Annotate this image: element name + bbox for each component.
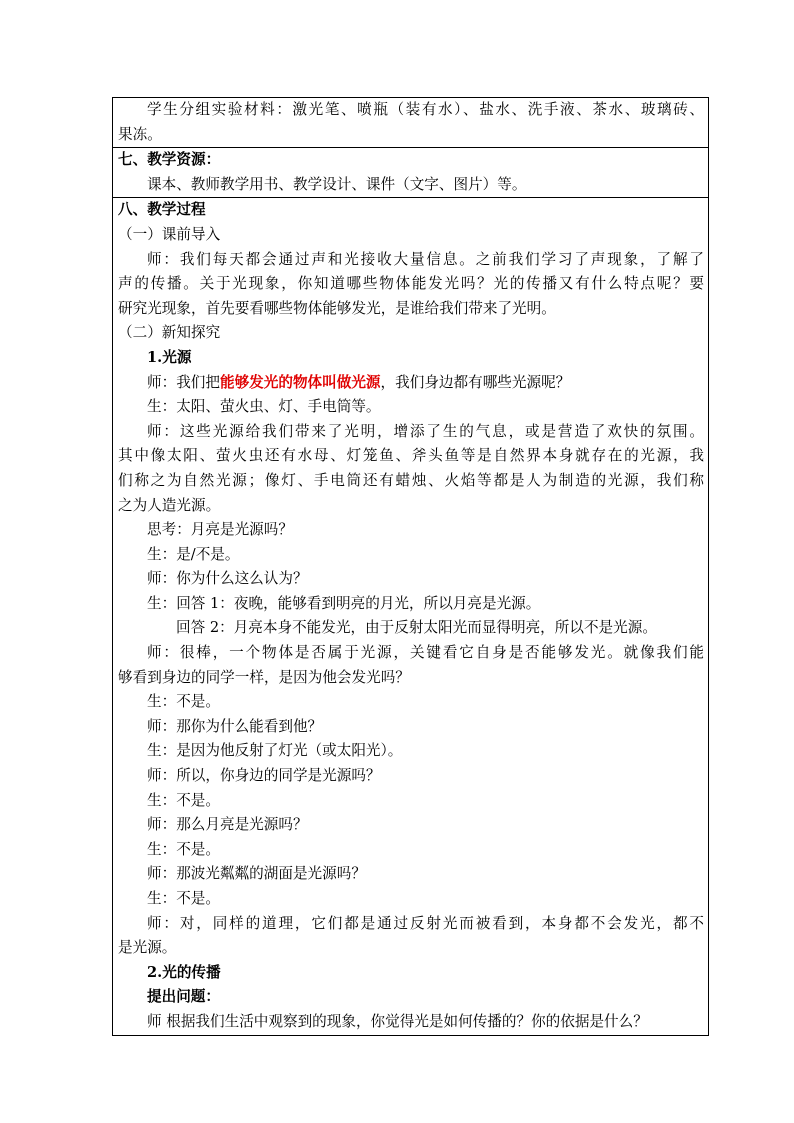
paragraph-line: 其中像太阳、萤火虫还有水母、灯笼鱼、斧头鱼等是自然界本身就存在的光源，我 — [118, 447, 704, 465]
definition-line — [118, 371, 704, 396]
resources-text: 课本、教师教学用书、教学设计、课件（文字、图片）等。 — [147, 175, 527, 193]
dialog-line: 生：不是。 — [147, 840, 220, 858]
definition-suffix: ，我们身边都有哪些光源呢？ — [380, 373, 571, 391]
paragraph-line: 师：对，同样的道理，它们都是通过反射光而被看到，本身都不会发光，都不 — [147, 914, 704, 932]
lesson-plan-table — [112, 97, 709, 1036]
dialog-line: 生：是/不是。 — [147, 545, 240, 563]
paragraph-line: 声的传播。关于光现象，你知道哪些物体能发光吗？光的传播又有什么特点呢？要 — [118, 275, 704, 293]
resources-row — [113, 148, 709, 198]
dialog-line: 生：太阳、萤火虫、灯、手电筒等。 — [147, 398, 381, 416]
process-heading: 八、教学过程 — [118, 201, 206, 219]
dialog-line: 师：你为什么这么认为？ — [147, 570, 308, 588]
subsection-heading: （二）新知探究 — [118, 324, 221, 342]
paragraph-line: 师：很棒，一个物体是否属于光源，关键看它自身是否能够发光。就像我们能 — [147, 644, 704, 662]
resources-cell — [113, 148, 709, 198]
materials-row — [113, 98, 709, 148]
process-row — [113, 198, 709, 1035]
dialog-line: 师：那么月亮是光源吗？ — [147, 816, 308, 834]
question-heading: 提出问题： — [147, 988, 220, 1006]
subsection-heading: （一）课前导入 — [118, 225, 221, 243]
dialog-line: 回答 2：月亮本身不能发光，由于反射太阳光而显得明亮，所以不是光源。 — [176, 619, 657, 637]
paragraph-line: 师：这些光源给我们带来了光明，增添了生的气息，或是营造了欢快的氛围。 — [147, 422, 704, 440]
resources-heading: 七、教学资源： — [118, 151, 221, 169]
process-cell — [113, 198, 709, 1035]
dialog-line: 生：回答 1：夜晚，能够看到明亮的月光，所以月亮是光源。 — [147, 594, 541, 612]
question-line: 师 根据我们生活中观察到的现象，你觉得光是如何传播的？你的依据是什么？ — [147, 1012, 648, 1030]
paragraph-line: 们称之为自然光源；像灯、手电筒还有蜡烛、火焰等都是人为制造的光源，我们称 — [118, 471, 704, 489]
materials-cell — [113, 98, 709, 148]
materials-line: 学生分组实验材料：激光笔、喷瓶（装有水）、盐水、洗手液、茶水、玻璃砖、 — [147, 101, 704, 118]
dialog-line: 思考：月亮是光源吗？ — [147, 521, 293, 539]
section-title: 1.光源 — [147, 348, 192, 366]
materials-line: 果冻。 — [118, 125, 162, 143]
definition-highlight: 能够发光的物体叫做光源 — [219, 373, 381, 391]
paragraph-line: 是光源。 — [118, 939, 177, 957]
paragraph-line: 师：我们每天都会通过声和光接收大量信息。之前我们学习了声现象，了解了 — [147, 250, 704, 268]
dialog-line: 师：那波光粼粼的湖面是光源吗？ — [147, 865, 366, 883]
dialog-line: 师：所以，你身边的同学是光源吗？ — [147, 767, 381, 785]
paragraph-line: 研究光现象，首先要看哪些物体能够发光，是谁给我们带来了光明。 — [118, 299, 556, 317]
paragraph-line: 够看到身边的同学一样，是因为他会发光吗？ — [118, 668, 410, 686]
definition-prefix: 师：我们把 — [147, 373, 220, 391]
section-title: 2.光的传播 — [147, 963, 221, 981]
dialog-line: 生：不是。 — [147, 791, 220, 809]
dialog-line: 生：不是。 — [147, 890, 220, 907]
dialog-line: 生：不是。 — [147, 693, 220, 711]
paragraph-line: 之为人造光源。 — [118, 496, 221, 514]
dialog-line: 师：那你为什么能看到他？ — [147, 717, 323, 735]
dialog-line: 生：是因为他反射了灯光（或太阳光）。 — [147, 742, 403, 760]
